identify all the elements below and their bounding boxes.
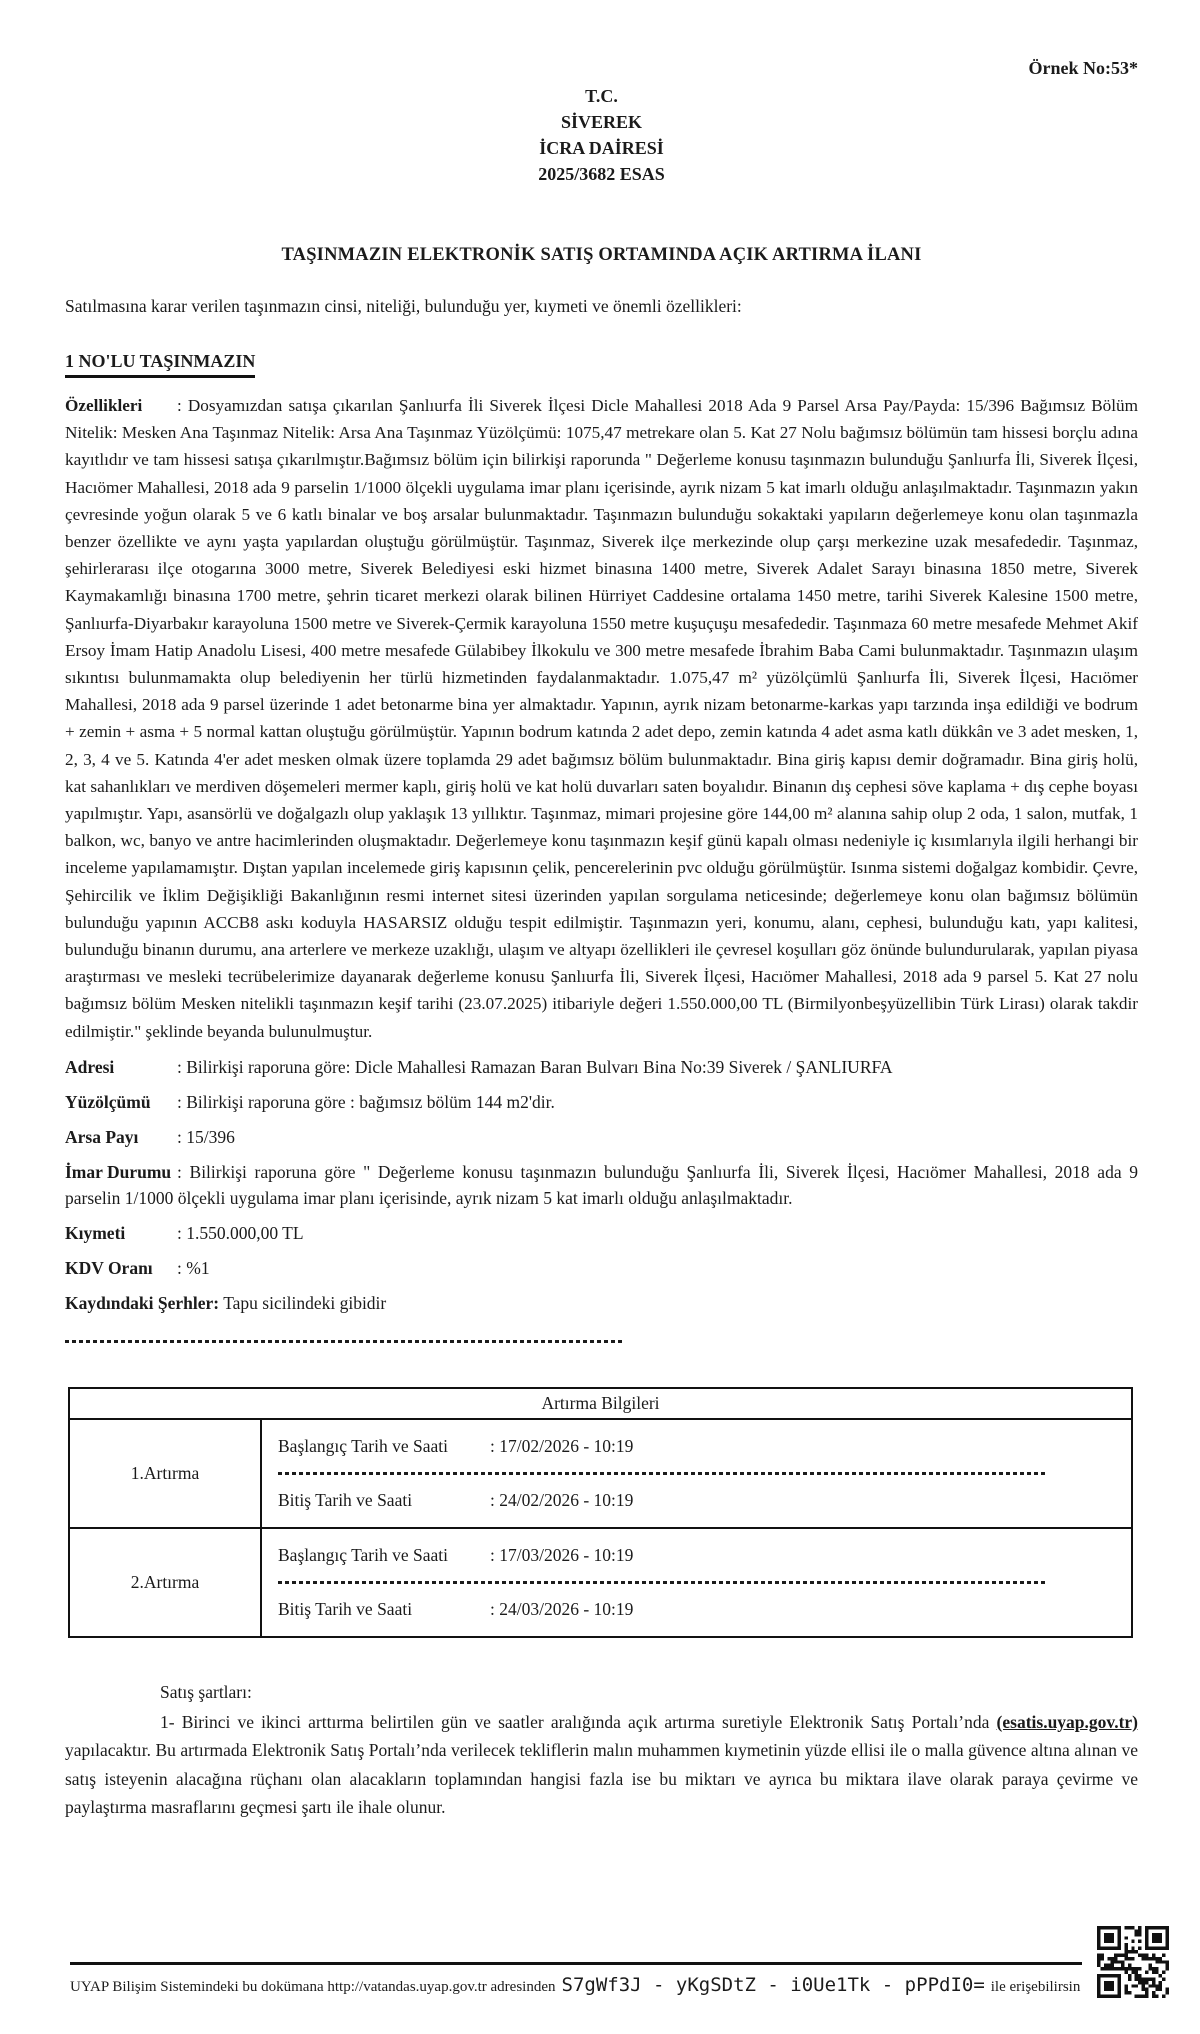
field-imar-durumu	[65, 1159, 1138, 1211]
page-title: TAŞINMAZIN ELEKTRONİK SATIŞ ORTAMINDA AÇIK ARTIRMA İLANI	[281, 245, 922, 265]
field-value-adresi: : Bilirkişi raporuna göre: Dicle Mahallesi Ramazan Baran Bulvarı Bina No:39 Siverek / ŞANLIURFA	[177, 1056, 893, 1077]
auction-row-1-start-label: Başlangıç Tarih ve Saati	[278, 1435, 449, 1456]
terms-heading: Satış şartları:	[160, 1681, 252, 1702]
footer-access-suffix: ile erişebilirsin	[990, 1979, 1081, 1995]
dashed-divider	[278, 1581, 1048, 1584]
field-label-kdv-orani: KDV Oranı	[65, 1257, 153, 1278]
auction-row-1-detail	[261, 1419, 1132, 1528]
auction-row-2	[69, 1528, 1132, 1637]
field-yuzolcumu	[65, 1089, 1138, 1115]
court-line-case: 2025/3682 ESAS	[538, 164, 665, 184]
field-value-imar-durumu: : Bilirkişi raporuna göre " Değerleme konusu taşınmazın bulunduğu Şanlıurfa İli, Siverek İlçesi, Hacıömer Mahallesi, 2018 ada 9 parselin 1/1000 ölçekli uygulama imar planı içerisinde, ayrık nizam 5 kat imarlı olduğu anlaşılmaktadır.	[65, 1161, 1138, 1208]
field-value-yuzolcumu: : Bilirkişi raporuna göre : bağımsız bölüm 144 m2'dir.	[177, 1091, 555, 1112]
auction-table	[68, 1387, 1133, 1638]
dashed-separator	[65, 1340, 623, 1343]
field-kdv-orani	[65, 1255, 1138, 1281]
auction-row-2-end-value: : 24/03/2026 - 10:19	[490, 1598, 634, 1619]
auction-table-header-row	[69, 1388, 1132, 1419]
features-text: : Dosyamızdan satışa çıkarılan Şanlıurfa İli Siverek İlçesi Dicle Mahallesi 2018 Ada 9 Parsel Arsa Pay/Payda: 15/396 Bağımsız Bölüm Nitelik: Mesken Ana Taşınmaz Nitelik: Arsa Ana Taşınmaz Yüzölçümü: 1075,47 metrekare olan 5. Kat 27 Nolu bağımsız bölümün tam hissesi borçlu adına kayıtlıdır ve tam hissesi satışa çıkarılmıştır.Bağımsız bölüm için bilirkişi raporunda " Değerleme konusu taşınmazın bulunduğu Şanlıurfa İli, Siverek İlçesi, Hacıömer Mahallesi, 2018 ada 9 parselin 1/1000 ölçekli uygulama imar planı içerisinde, ayrık nizam 5 kat imarlı olduğu anlaşılmaktadır. Taşınmazın yakın çevresinde yoğun olarak 5 ve 6 katlı binalar ve boş arsalar bulunmaktadır. Taşınmazın bulunduğu sokaktaki yapıların değerlemeye konu olan taşınmazla benzer özellikte ve aynı yaşta yapılardan oluştuğu görülmüştür. Taşınmaz, Siverek ilçe merkezinde olup çarşı merkezine uzak mesafededir. Taşınmaz, şehirlerarası ilçe otogarına 3000 metre, Siverek Belediyesi eski hizmet binasına 1400 metre, Siverek Adalet Sarayı binasına 1850 metre, Siverek Kaymakamlığı binasına 1700 metre, şehrin ticaret merkezi olarak bilinen Hürriyet Caddesine ortalama 1450 metre, tarihi Siverek Kalesine 1500 metre, Şanlıurfa-Diyarbakır karayoluna 1500 metre ve Siverek-Çermik karayoluna 1550 metre kuşuçuşu mesafededir. Taşınmaza 60 metre mesafede Mehmet Akif Ersoy İmam Hatip Anadolu Lisesi, 400 metre mesafede Gülabibey İlkokulu ve 300 metre mesafede İbrahim Baba Cami bulunmaktadır. Taşınmazın ulaşım sıkıntısı bulunmamakta olup belediyenin her türlü hizmetinden faydalanmaktadır. 1.075,47 m² yüzölçümlü Şanlıurfa İli, Siverek İlçesi, Hacıömer Mahallesi, 2018 ada 9 parsel üzerinde 1 adet betonarme bina yer almaktadır. Yapının, ayrık nizam betonarme-karkas yapı tarzında inşa edildiği ve bodrum + zemin + asma + 5 normal kattan oluştuğu görülmüştür. Yapının bodrum katında 2 adet depo, zemin katında 4 adet asma katlı dükkân ve 3 adet mesken, 1, 2, 3, 4 ve 5. Katında 4'er adet mesken olmak üzere toplamda 29 adet bağımsız bölüm bulunmaktadır. Bina giriş kapısı demir doğramadır. Bina giriş holü, kat sahanlıkları ve merdiven döşemeleri mermer kaplı, giriş holü ve kat holü duvarları saten boyalıdır. Binanın dış cephesi söve kaplama + dış cephe boyası yapılmıştır. Yapı, asansörlü ve doğalgazlı olup yaklaşık 13 yıllıktır. Taşınmaz, mimari projesine göre 144,00 m² alanına sahip olup 2 oda, 1 salon, mutfak, 1 balkon, wc, banyo ve antre hacimlerinden oluşmaktadır. Değerlemeye konu taşınmazın keşif günü kapalı olması nedeniyle iç kısımlarıyla ilgili herhangi bir inceleme yapılamamıştır. Dıştan yapılan incelemede giriş kapısının çelik, pencerelerinin pvc olduğu görülmüştür. Isınma sistemi doğalgaz kombidir. Çevre, Şehircilik ve İklim Değişikliği Bakanlığının resmi internet sitesi üzerinden yapılan sorgulama neticesinde; değerlemeye konu olan bağımsız bölümün bulunduğu yapının ACCB8 askı koduyla HASARSIZ olduğu tespit edilmiştir. Taşınmazın yeri, konumu, alanı, cephesi, bulunduğu katı, yapı kalitesi, bulunduğu binanın durumu, ana arterlere ve merkeze uzaklığı, ulaşım ve altyapı özellikleri ile çevresel koşulları göz önünde bulundurularak, yapılan piyasa araştırması ve mesleki tecrübelerimize dayanarak değerleme konusu Şanlıurfa İli, Siverek İlçesi, Hacıömer Mahallesi, 2018 ada 9 parsel 5. Kat 27 nolu bağımsız bölüm Mesken nitelikli taşınmazın keşif tarihi (23.07.2025) itibariyle değeri 1.550.000,00 TL (Birmilyonbeşyüzellibin Türk Lirası) olarak takdir edilmiştir." şeklinde beyanda bulunulmuştur.	[65, 396, 1138, 1041]
auction-row-1-start	[278, 1436, 1115, 1457]
features-label: Özellikleri	[65, 396, 143, 415]
auction-row-2-name: 2.Artırma	[69, 1528, 261, 1637]
auction-row-1-end-label: Bitiş Tarih ve Saati	[278, 1489, 413, 1510]
auction-row-2-start	[278, 1545, 1115, 1566]
field-value-kdv-orani: : %1	[177, 1257, 210, 1278]
field-value-serhler: Tapu sicilindeki gibidir	[223, 1292, 387, 1313]
footer-access-prefix: UYAP Bilişim Sistemindeki bu dokümana http://vatandas.uyap.gov.tr adresinden	[70, 1979, 556, 1995]
court-header	[65, 83, 1138, 187]
auction-row-1-end	[278, 1490, 1115, 1511]
terms-item-1-prefix: 1- Birinci ve ikinci arttırma belirtilen gün ve saatler aralığında açık artırma suretiyle Elektronik Satış Portalı’nda	[160, 1711, 997, 1732]
field-arsa-payi	[65, 1124, 1138, 1150]
footer-access-code: S7gWf3J - yKgSDtZ - i0Ue1Tk - pPPdI0=	[561, 1974, 985, 1996]
footer-rule	[70, 1962, 1082, 1965]
esatis-portal-link: (esatis.uyap.gov.tr)	[996, 1711, 1138, 1732]
footer	[70, 1962, 1082, 1996]
auction-row-2-start-value: : 17/03/2026 - 10:19	[490, 1544, 634, 1565]
footer-access-line	[70, 1974, 1082, 1996]
court-line-office: İCRA DAİRESİ	[539, 138, 664, 158]
field-label-serhler: Kaydındaki Şerhler:	[65, 1292, 220, 1313]
property-heading-text: 1 NO'LU TAŞINMAZIN	[65, 351, 255, 378]
court-line-city: SİVEREK	[560, 112, 643, 132]
field-label-imar-durumu: İmar Durumu	[65, 1161, 172, 1182]
auction-row-2-detail	[261, 1528, 1132, 1637]
features-paragraph	[65, 392, 1138, 1045]
terms-item-1	[65, 1708, 1138, 1822]
ornek-no: Örnek No:53*	[1028, 58, 1138, 78]
field-kiymeti	[65, 1220, 1138, 1246]
auction-row-2-end-label: Bitiş Tarih ve Saati	[278, 1598, 413, 1619]
field-value-kiymeti: : 1.550.000,00 TL	[177, 1222, 304, 1243]
intro-text: Satılmasına karar verilen taşınmazın cinsi, niteliği, bulunduğu yer, kıymeti ve önemli özellikleri:	[65, 296, 742, 316]
property-heading	[65, 351, 1138, 378]
field-value-arsa-payi: : 15/396	[177, 1126, 235, 1147]
qr-code-icon	[1097, 1926, 1169, 1998]
auction-table-title: Artırma Bilgileri	[69, 1388, 1132, 1419]
auction-row-1-end-value: : 24/02/2026 - 10:19	[490, 1489, 634, 1510]
auction-row-1-start-value: : 17/02/2026 - 10:19	[490, 1435, 634, 1456]
court-line-tc: T.C.	[585, 86, 618, 106]
terms-item-1-suffix: yapılacaktır. Bu artırmada Elektronik Satış Portalı’nda verilecek tekliflerin malın muhammen kıymetinin yüzde ellisi ile o malla güvence altına alınan ve satış isteyenin alacağına rüçhanı olan alacakların toplamından hangisi fazla ise bu miktarı ve ayrıca bu miktara ilave olarak paraya çevirme ve paylaştırma masraflarını geçmesi şartı ile ihale olunur.	[65, 1740, 1138, 1818]
field-label-kiymeti: Kıymeti	[65, 1222, 126, 1243]
field-adresi	[65, 1054, 1138, 1080]
field-label-adresi: Adresi	[65, 1056, 115, 1077]
field-serhler	[65, 1290, 1138, 1316]
dashed-divider	[278, 1472, 1048, 1475]
field-label-yuzolcumu: Yüzölçümü	[65, 1091, 151, 1112]
auction-row-2-start-label: Başlangıç Tarih ve Saati	[278, 1544, 449, 1565]
field-label-arsa-payi: Arsa Payı	[65, 1126, 139, 1147]
auction-row-1-name: 1.Artırma	[69, 1419, 261, 1528]
auction-row-2-end	[278, 1599, 1115, 1620]
auction-row-1	[69, 1419, 1132, 1528]
